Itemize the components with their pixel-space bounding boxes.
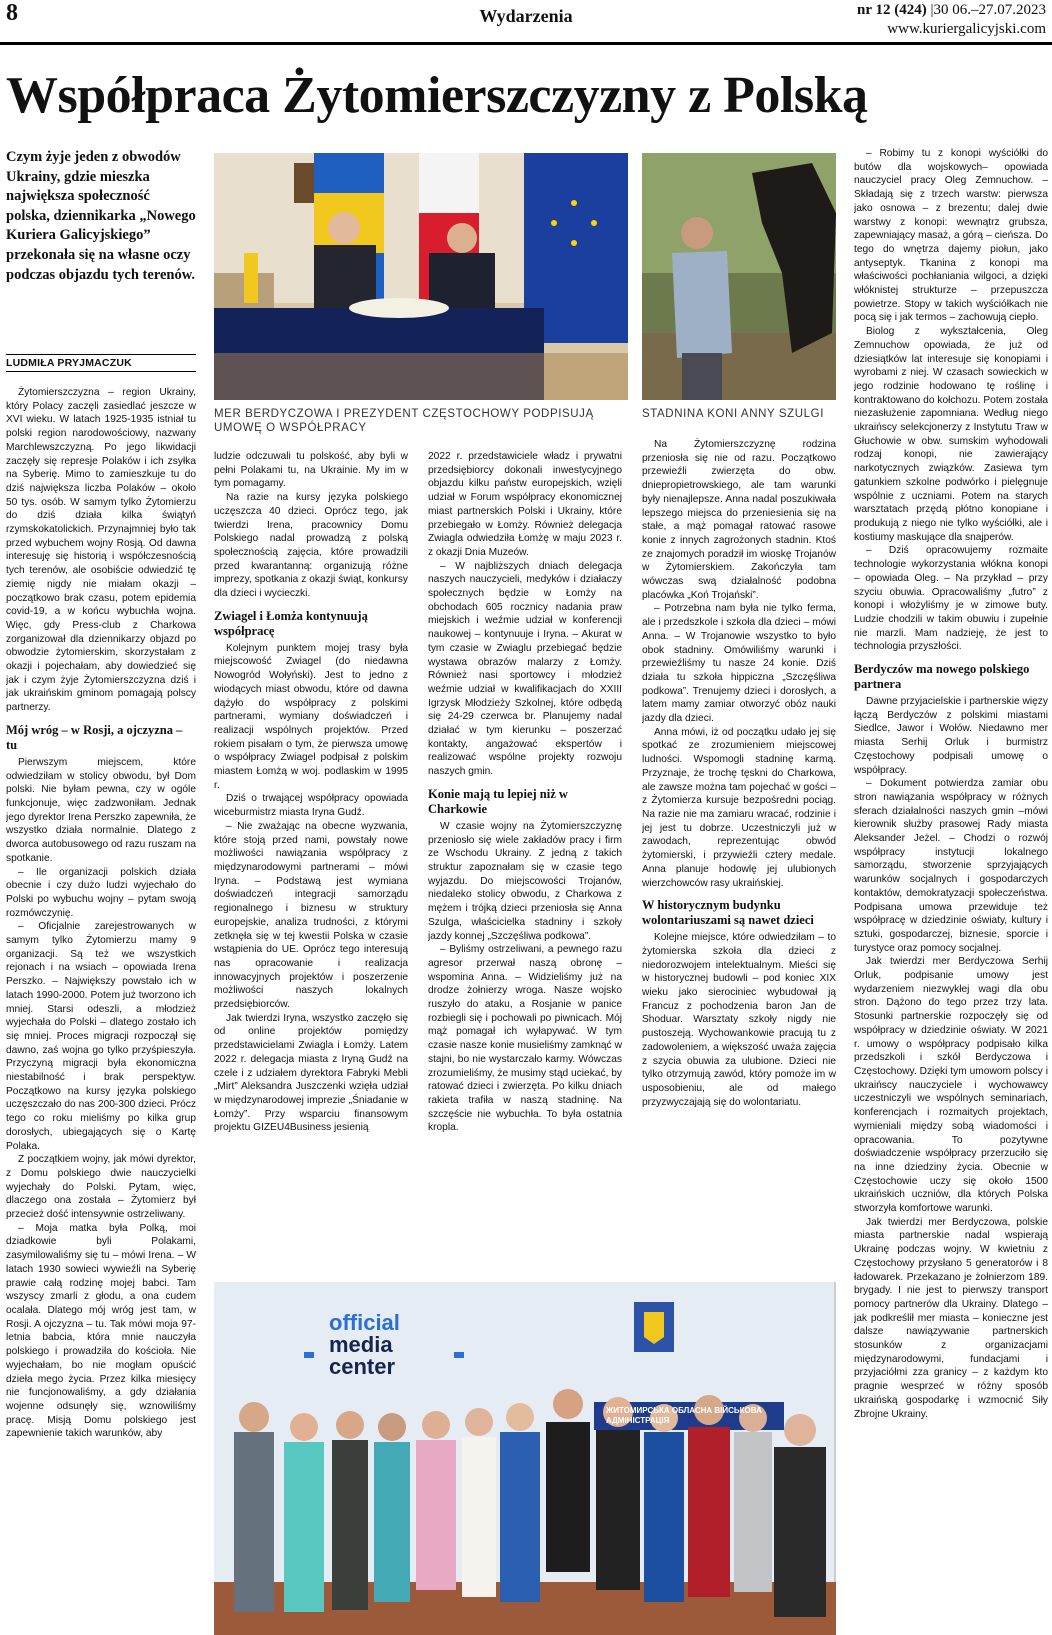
signing-caption: MER BERDYCZOWA I PREZYDENT CZĘSTOCHOWY PODPISUJĄ UMOWĘ O WSPÓŁPRACY [214, 408, 594, 434]
subheading: Mój wróg – w Rosji, a ojczyzna – tu [6, 722, 183, 752]
media-center-logo: official media center [329, 1310, 400, 1379]
paragraph: – Ile organizacji polskich działa obecnie i czy dużo ludzi wyjechało do Polski po wybuchu wojny – pytam swoją rozmówczynię. [6, 866, 196, 919]
paragraph: Żytomierszczyzna – region Ukrainy, który Polacy zaczęli zasiedlać jeszcze w XVI wieku. W latach 1925-1935 istniał tu polski region narodowościowy, nazwany Marchlewszczyzną. Po jego likwidacji zaczęły się represje Polaków i ich zsyłka na Syberię. Mimo to zamieszkuje tu do dziś największa liczba Polaków – około 50 tys. osób. W samym tylko Żytomierzu do dziś działa kilka świątyń rzymskokatolickich. Przynajmniej było tak przed wybuchem wojny Rosją. Od dawna interesuję się historią i współczesnością tych terenów, ale osobiście odwiedzić tę ziemię nigdy nie miałam okazji – początkowo brak czasu, potem epidemia covid-19, a w końcu wybuchła wojna. Więc, gdy Press-club z Charkowa zorganizował dla dziennikarzy objazd po obwodzie żytomierskim, skorzystałam z okazji i pojechałam, aby dowiedzieć się jak i czym żyje Żytomierszczyzna dziś i jak ukraińskim gminom pomagają polscy partnerzy. [6, 387, 196, 714]
paragraph: – Dziś opracowujemy rozmaite technologie wykorzystania włókna konopi – opowiada Oleg. – Na przykład – przy szyciu obuwia. Opracowaliśmy „futro” z konopi i włożyliśmy je w zimowe buty. Ludzie chodzili w takim obuwiu i zupełnie nie marzli. Mam nadzieję, że jest to technologia przyszłości. [854, 545, 1048, 653]
website-link[interactable]: www.kuriergalicyjski.com [887, 21, 1046, 37]
page-number: 8 [6, 0, 18, 26]
paragraph: – Dokument potwierdza zamiar obu stron nawiązania współpracy w różnych sferach działalności naszych gmin –mówi kierownik służby prasowej Rady miasta Aleksander Jeżel. – Chodzi o rozwój współpracy instytucji lokalnego samorządu, stworzenie sprzyjających warunków socjalnych i gospodarczych kontaktów, demokratyzacji społeczeństwa. Podpisana umowa przewiduje też współpracę w dziedzinie oświaty, kultury i sztuki, gospodarczej, biznesie, sporcie i turystyce oraz pomocy socjalnej. [854, 778, 1048, 954]
paragraph: Jak twierdzi mer Berdyczowa Serhij Orluk, podpisanie umowy jest wydarzeniem niezwykłej wagi dla obu stron. Dążono do tego przez trzy lata. Stosunki partnerskie rozpoczęły się od współpracy w dziedzinie oświaty. W 2021 r. umowy o współpracy podpisało kilka przedszkoli i szkół Berdyczowa i Częstochowy. Dzięki tym umowom polscy i ukraińscy nauczyciele i wychowawcy uczestniczyli we wspólnych seminariach, konferencjach i rozmaitych projektach, wymieniali między sobą wiadomości i opracowania. To pozytywne doświadczenie współpracy przerzuciło się na inne dziedziny życia. Obecnie w Częstochowie uczy się około 1500 ukraińskich uczniów, dla których Polska stworzyła komfortowe warunki. [854, 956, 1048, 1215]
byline: LUDMIŁA PRYJMACZUK [6, 354, 196, 372]
subheading: Zwiagel i Łomża kontynuują współpracę [214, 608, 368, 638]
issue-number: nr 12 (424) [857, 2, 927, 18]
paragraph: ludzie odczuwali tu polskość, aby byli w pełni Polakami tu, na Ukrainie. My im w tym pomagamy. [214, 451, 408, 490]
paragraph: 2022 r. przedstawiciele władz i prywatni przedsiębiorcy dokonali inwestycyjnego objazdu kilku państw europejskich, wzięli udział w Forum współpracy ekonomicznej miast partnerskich Polski i Ukrainy, które przebiegało w Łomży. Również delegacja Zwiagla odwiedziła Łomżę w maju 2023 r. z okazji Dnia Muzeów. [428, 451, 622, 558]
paragraph: Jak twierdzi Iryna, wszystko zaczęło się od online projektów pomiędzy przedstawicielami Zwiagla i Łomży. Latem 2022 r. delegacja miasta z Iryną Gudź na czele i z udziałem dyrektora Fabryki Mebli „Mirt” Aleksandra Juszczenki wzięła udział w międzynarodowej imprezie „Śniadanie w Łomży”. Przy wsparciu finansowym projektu GIZEU4Business jesienią [214, 1012, 408, 1134]
article-lead: Czym żyje jeden z obwodów Ukrainy, gdzie mieszka największa społeczność polska, dziennikarka „Nowego Kuriera Galicyjskiego” przekonała się na własne oczy podczas objazdu tych terenów. [6, 149, 196, 283]
horse-caption: STADNINA KONI ANNY SZULGI [642, 408, 825, 420]
article-headline: Współpraca Żytomierszczyzny z Polską [6, 67, 868, 124]
header-rule [0, 42, 1052, 45]
paragraph: – Byliśmy ostrzeliwani, a pewnego razu agresor przerwał naszą obronę – wspomina Anna. – Widzieliśmy już na drodze żołnierzy wroga. Nasze wojsko ruszyło do ataku, a Rosjanie w panice rozbiegli się i pochowali po piwnicach. Mój mąż pomagał ich wyłapywać. W tym czasie nasze konie musieliśmy zamknąć w stajni, bo nie wystarczało karmy. Wówczas zrozumieliśmy, że musimy stąd uciekać, by ratować dzieci i zwierzęta. Po kilku dniach rakieta trafiła w naszą stadninę. Na szczęście nie wybuchła. To była ostatnia kropla. [428, 944, 622, 1134]
column-4 [642, 438, 836, 1270]
paragraph: – Moja matka była Polką, moi dziadkowie byli Polakami, zasymilowaliśmy się tu – mówi Irena. – W latach 1930 sowieci wywieźli na Syberię prawie całą rodzinę mojej babci. Tam wszyscy zmarli z głodu, a ona cudem ocalała. Dlatego mój wróg jest tam, w Rosji. A ojczyzna – tu. Tak mówi moja 97-letnia babcia, która mnie nauczyła polskiego i prowadziła do kościoła. Nie wyjechałam, bo nie mogłam opuścić dzieła mego życia. Przez kilka miesięcy nie funcjonowaliśmy, a gdy działania wojenne odsunęły się, wznowiliśmy pracę. Misją Domu polskiego jest zapewnienie takich warunków, aby [6, 1222, 196, 1440]
issue-info: nr 12 (424) |30 06.–27.07.2023 www.kuriergalicyjski.com [857, 2, 1046, 37]
column-3 [428, 450, 622, 1270]
paragraph: – Potrzebna nam była nie tylko ferma, ale i przedszkole i szkoła dla dzieci – mówi Anna. – W Trojanowie wszystko to było obok stadniny. Omówiliśmy warunki i przewieźliśmy tu nasze 24 konie. Dziś działa tu szkoła hippiczna „Szczęśliwa podkowa”. Trenujemy dzieci i dorosłych, a latem mamy zamiar otworzyć obóz nauki jazdy dla dzieci. [642, 603, 836, 725]
paragraph: – Robimy tu z konopi wyściółki do butów dla wojskowych– opowiada nauczyciel pracy Oleg Zemnuchow. – Składają się z trzech warstw: pierwsza jako osnowa – z brezentu; dalej dwie warstwy z konopi: wewnątrz grubsza, zapewniający masaż, a górą – cieńsza. Do tego do wnętrza dajemy piołun, jako antyseptyk. Tkanina z konopi ma właściwości pochłaniania wilgoci, a dzięki włóknistej strukturze – przepuszcza powietrze. Stopy w takich wyściółkach nie pocą się i jak termos – zachowują ciepło. [854, 148, 1048, 324]
paragraph: W czasie wojny na Żytomierszczyznę przeniosło się wiele zakładów pracy i firm ze Wschodu Ukrainy. Z jedną z takich struktur zapoznałam się w czasie tego wyjazdu. Do miejscowości Trojanów, niedaleko stolicy obwodu, z Charkowa z mężem i trójką dzieci przeniosła się Anna Szulga, właścicielka stadniny i szkoły jazdy konnej „Szczęśliwa podkowa”. [428, 820, 622, 942]
page-header [0, 0, 1052, 44]
signing-photo [214, 153, 628, 400]
paragraph: Na razie na kursy języka polskiego uczęszcza 40 dzieci. Oprócz tego, jak twierdzi Irena, pracownicy Domu Polskiego nadal prowadzą z polską społecznością zajęcia, które prowadzili przed kwarantanną: organizują różne imprezy, spotkania z okazji świąt, konkursy dla dzieci i wycieczki. [214, 492, 408, 600]
col1-paragraphs [6, 386, 196, 715]
paragraph: Jak twierdzi mer Berdyczowa, polskie miasta partnerskie nadal wspierają Ukrainę podczas wojny. W kwietniu z Częstochowy przysłano 5 generatorów i 8 ładowarek. Przekazano je żołnierzom 189. brygady. I nie jest to pierwszy transport pomocy partnerów dla Ukrainy. Dlatego – jak podkreślił mer miasta – konieczne jest dalsze nawiązywanie partnerskich stosunków z organizacjami międzynarodowymi, fundacjami i przyjaciółmi zza granicy – z każdym kto pragnie wesprzeć w różny sposób ukraińską gospodarkę i wzmocnić Siły Zbrojne Ukrainy. [854, 1216, 1048, 1420]
oblast-banner: ЖИТОМИРСЬКА ОБЛАСНА ВІЙСЬКОВА АДМІНІСТРАЦІЯ [606, 1406, 762, 1425]
paragraph: Biolog z wykształcenia, Oleg Zemnuchow opowiada, że już od dziesiątków lat interesuje się konopiami i wyrobami z niej. W czasach sowieckich w jego rodzinie hodowano tę roślinę i kontraktowano do kołchozu. Potem została niezasłużenie zapomniana. Według niego ukraińscy selekcjonerzy z Instytutu Traw w Głuchowie w obw. sumskim wyhodowali rodzaj konopi, nie zawierający narkotycznych związków. Zasiewa tym gatunkiem szkolne podwórko i pielęgnuje wspólnie z uczniami. Potem na starych warsztatach przędą płótno konopiane i produkują z niego nie tylko wyściółki, ale i kostiumy maskujące dla snajperów. [854, 326, 1048, 543]
paragraph: Anna mówi, iż od początku udało jej się spotkać ze zrozumieniem miejscowej ludności. Wspomogli stadninę karmą. Przyznaje, że trochę tęskni do Charkowa, ale zawsze można tam pojechać w gości – z Żytomierza kursuje bezpośredni pociąg. Na razie nie ma zamiaru wracać, rodzinie i jej jest tu dobrze. Uczestniczyli już w zawodach, reprezentując obwód żytomierski, i przywieźli cztery medale. Anna planuje hodowlę jej ulubionych wierzchowców rasy ukraińskiej. [642, 726, 836, 889]
paragraph: – Oficjalnie zarejestrowanych w samym tylko Żytomierzu mamy 9 organizacji. Są też we wszystkich rejonach i na wsiach – opowiada Irena Perszko. – Największy powstało ich w latach 1990-2000. Potem już tworzono ich mniej. Starsi odeszli, a młodzież wyjechała do Polski – dlatego zostało ich się mniej. Proces migracji rozpoczął się dawno, zaś wojna go tylko przyśpieszyła. Przyczyną migracji była ekonomiczna niestabilność i brak perspektyw. Początkowo na kursy języka polskiego uczęszczało do nas 200-300 dzieci. Prócz tego co roku mieliśmy po kilka grup dorosłych, ubiegających się o Kartę Polaka. [6, 921, 196, 1152]
paragraph: Kolejne miejsce, które odwiedziłam – to żytomierska szkoła dla dzieci z niedorozwojem intelektualnym. Mieści się w historycznej budowli – pod koniec XIX wieku jako sierociniec wybudował ją Francuz z pochodzenia baron Jan de Shoduar. Warsztaty szkoły nigdy nie pustoszeją. Wychowankowie pracują tu z zadowoleniem, a większość uważa zajęcia z szycia obuwia za ulubione. Dzieci nie tylko otrzymują zawód, który pomoże im w usposobieniu, ale od małego przyzwyczajają się do wolontariatu. [642, 932, 836, 1108]
paragraph: – W najbliższych dniach delegacja naszych nauczycieli, medyków i działaczy społecznych będzie w Łomży na obchodach 605 rocznicy nadania praw miejskich i weźmie udział w konferencji naukowej – kontynuuje i Iryna. – Akurat w tym czasie w Zwiaglu przebiegać będzie wystawa obrazów malarzy z Łomży. Również nasi sportowcy i młodzież weźmie udział w kwalifikacjach do XXIII Igrzysk Młodzieży Szkolnej, które odbędą się 24-29 czerwca br. Planujemy nadal działać w tym kierunku – poszerzać kontakty, angażować ekspertów i realizować wspólne projekty rozwoju naszych gmin. [428, 560, 622, 778]
column-2 [214, 450, 408, 1270]
horse-photo [642, 153, 836, 400]
paragraph: Dawne przyjacielskie i partnerskie więzy łączą Berdyczów z polskimi miastami Siedlce, Jawor i Wołów. Niedawno mer miasta Serhij Orluk i burmistrz Częstochowy podpisali umowę o współpracy. [854, 696, 1048, 776]
paragraph: – Nie zważając na obecne wyzwania, które stoją przed nami, powstały nowe możliwości nawiązania współpracy z międzynarodowymi partnerami – mówi Iryna. – Podstawą jest wymiana doświadczeń integracji samorządu regionalnego i biznesu w struktury europejskie, analiza trudności, z którymi zetknęła się w tej kwestii Polska w czasie wstąpienia do UE. Oprócz tego interesują nas opracowanie i realizacja innowacyjnych projektów i poszerzenie możliwości naszych lokalnych przedsiębiorców. [214, 820, 408, 1011]
paragraph: Z początkiem wojny, jak mówi dyrektor, z Domu polskiego dwie nauczycielki wyjechały do Polski. Pytam, więc, dlaczego ona została – Żytomierz był przecież dość intensywnie ostrzeliwany. [6, 1154, 196, 1221]
issue-dates: 30 06.–27.07.2023 [933, 2, 1046, 18]
paragraph: Dziś o trwającej współpracy opowiada wiceburmistrz miasta Iryna Gudź. [214, 793, 408, 819]
subheading: Konie mają tu lepiej niż w Charkowie [428, 786, 568, 816]
column-1 [6, 386, 196, 1635]
paragraph: Pierwszym miejscem, które odwiedziłam w stolicy obwodu, był Dom polski. Nie byłam pewna, czy w ogóle funkcjonuje, więc zadzwoniłam. Jednak jego dyrektor Irena Perszko zapewniła, że wszystko działa normalnie. Dlatego z dworca autobusowego od razu ruszam na spotkanie. [6, 756, 196, 864]
paragraph: Kolejnym punktem mojej trasy była miejscowość Zwiagel (do niedawna Nowogród Wołyński). Jest to jedno z wiodących miast obwodu, które od dawna dążyło do współpracy z polskimi partnerami, wymiany doświadczeń i realizacji wspólnych projektów. Przed rokiem pisałam o tym, że pierwsza umowę o współpracy Zwiagel podpisał z polskim miastem Łomżą w woj. podlaskim w 1995 r. [214, 642, 408, 791]
subheading: Berdyczów ma nowego polskiego partnera [854, 662, 1030, 692]
subheading: W historycznym budynku wolontariuszami są nawet dzieci [642, 898, 814, 928]
paragraph: Na Żytomierszczyznę rodzina przeniosła się nie od razu. Początkowo przewieźli zwierzęta do obw. dniepropietrowskiego, ale tam warunki były nienajlepsze. Anna nadal poszukiwała lepszego miejsca do przeniesienia się na stałe, a mąż pomagał ratować rasowe konie z innych zagrożonych stadnin. Ktoś ze znajomych poradził im wioskę Trojanów w Żytomierskiem. Zakończyła tam wówczas swą działalność podobna placówka „Koń Trojański”. [642, 439, 836, 601]
column-5 [854, 147, 1048, 1635]
section-title: Wydarzenia [479, 6, 573, 26]
group-photo [214, 1282, 836, 1635]
